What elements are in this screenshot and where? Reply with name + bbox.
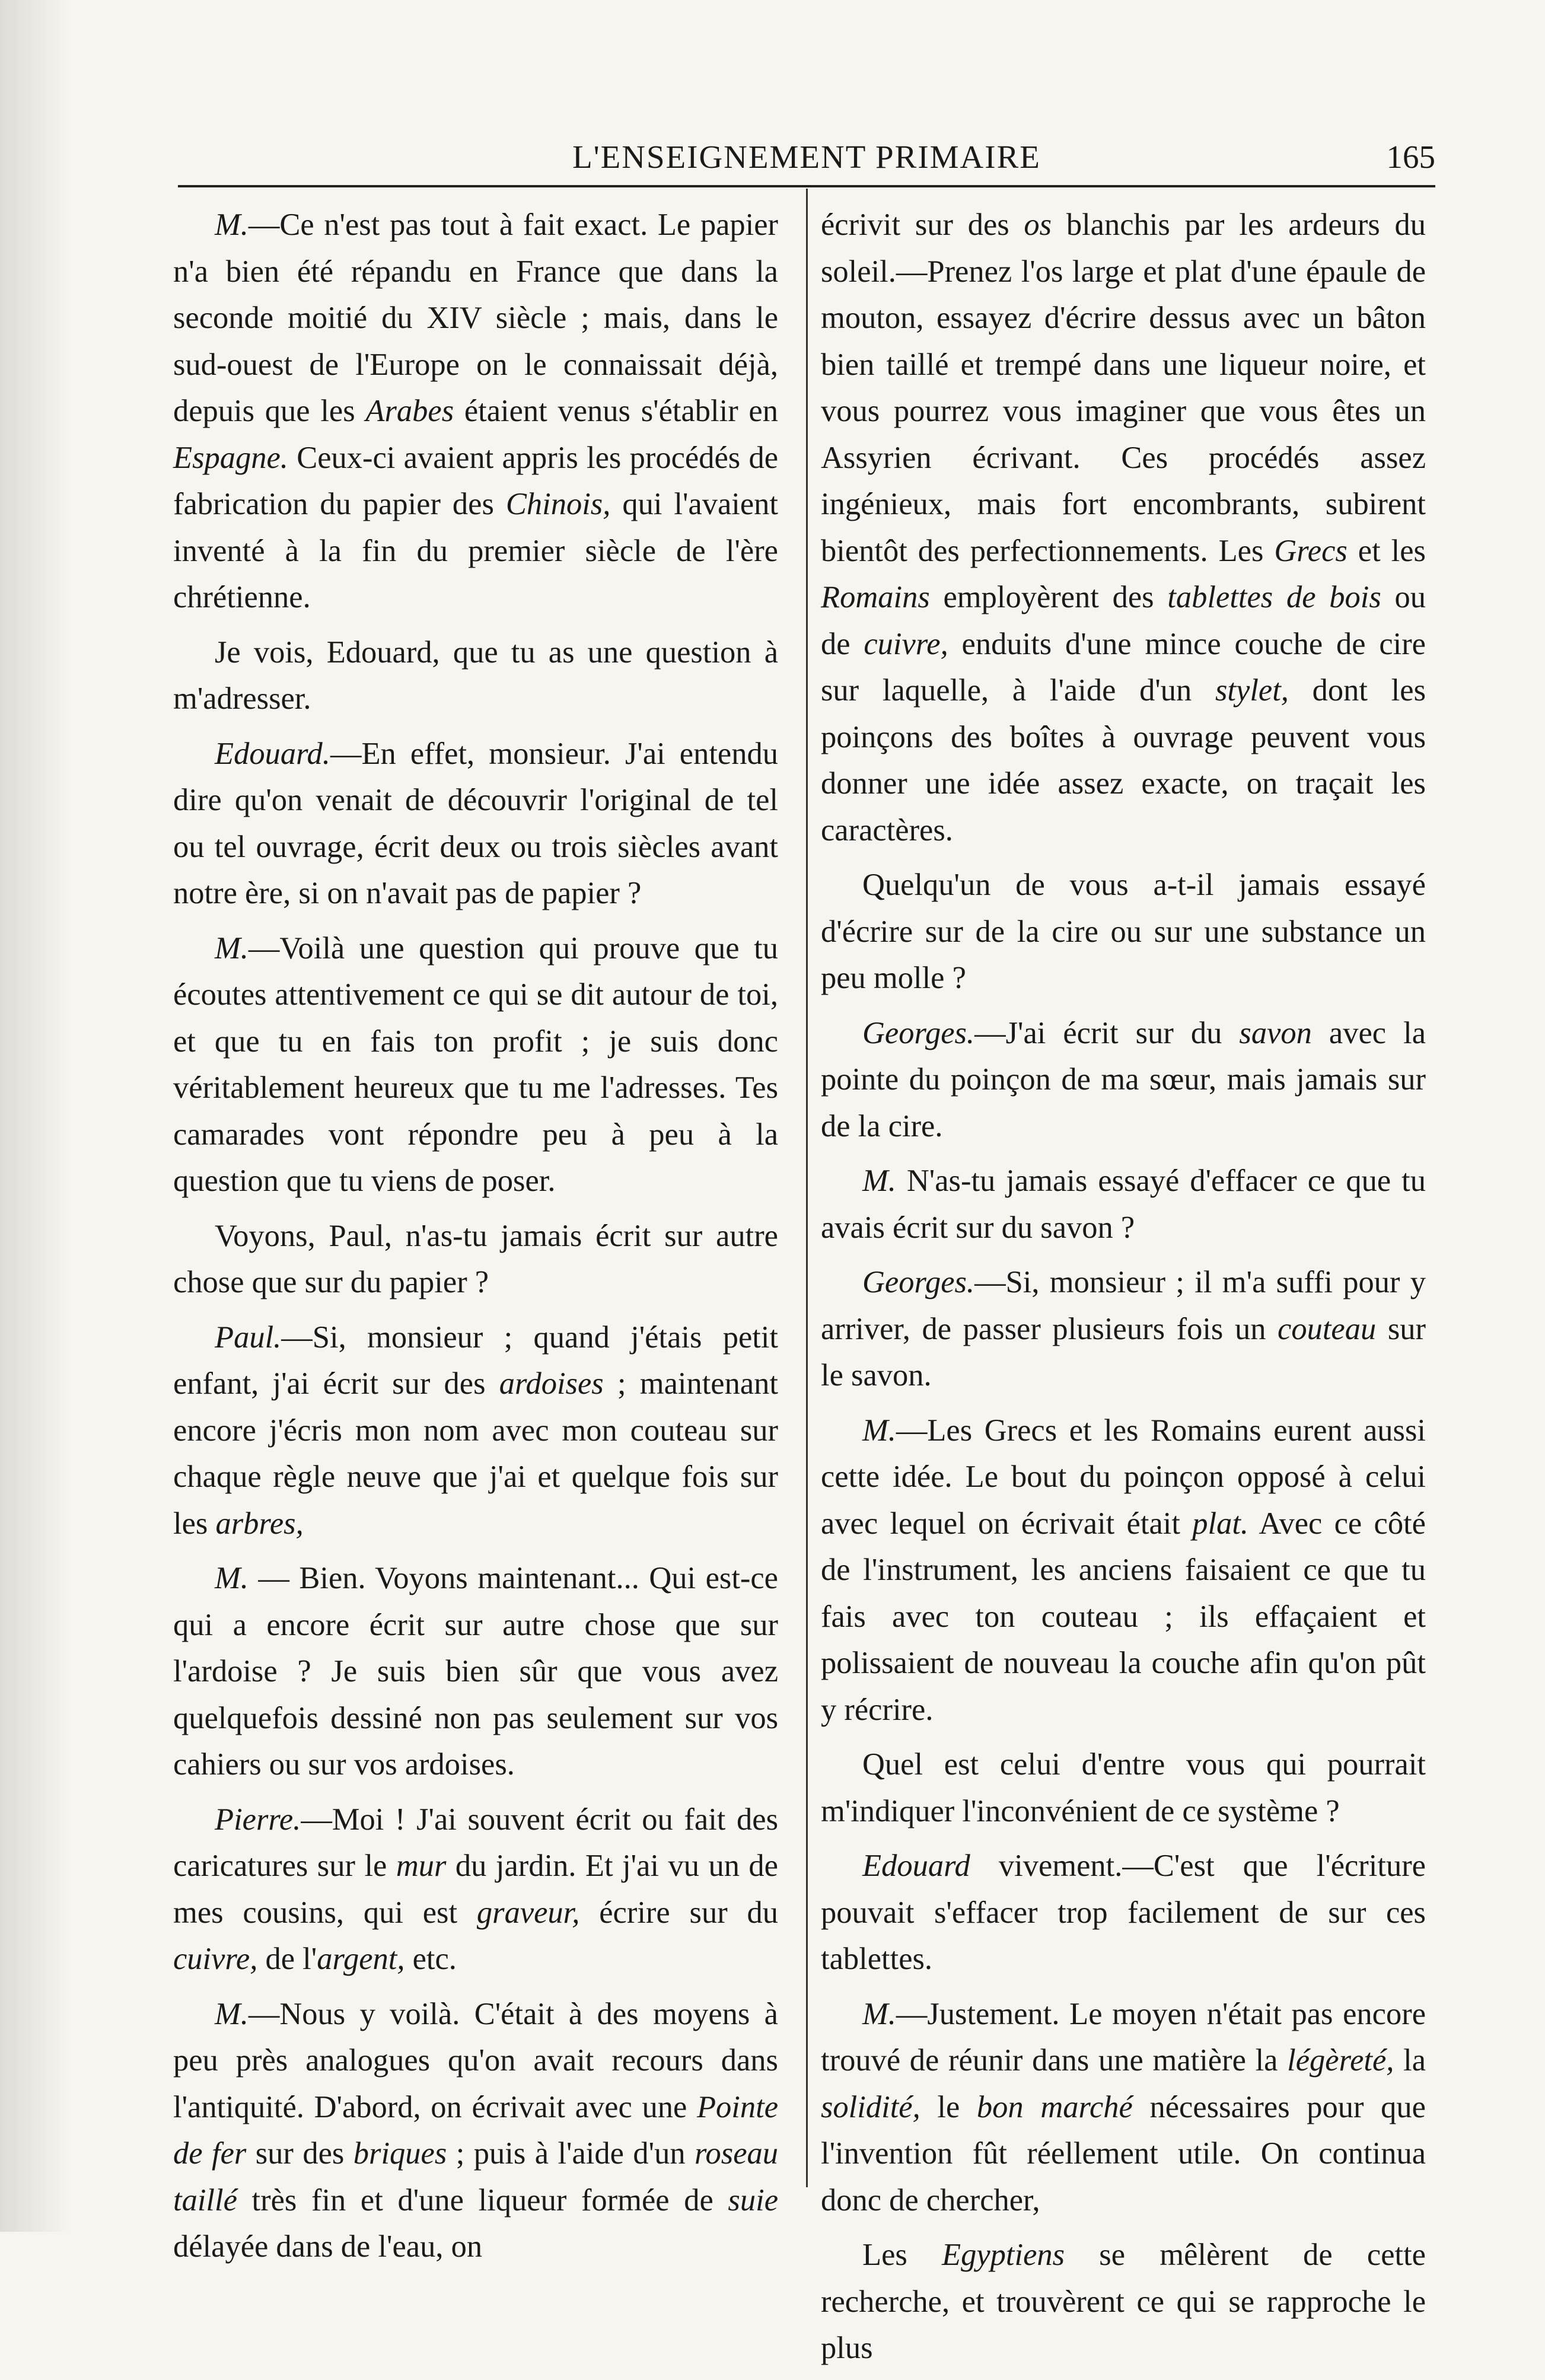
italic-run: Pierre. [215,1802,301,1837]
italic-run: roseau taillé [173,2136,778,2217]
italic-run: stylet, [1215,673,1289,708]
italic-run: M. [215,208,249,242]
italic-run: ardoises [499,1366,604,1401]
italic-run: M. [215,1561,249,1595]
paragraph [173,731,778,917]
text-run: Les [862,2238,942,2272]
text-run: de l' [257,1942,317,1976]
paragraph [173,1796,778,1983]
italic-run: plat. [1192,1506,1249,1541]
italic-run: solidité, [821,2089,920,2124]
italic-run: M. [215,931,249,966]
italic-run: graveur, [476,1895,580,1930]
text-run: dont les poinçons des boîtes à ouvrage peuvent vous donner une idée assez exacte, on traçait les caractères. [821,673,1426,848]
text-run: délayée dans de l'eau, on [173,2229,483,2264]
text-run: — Bien. Voyons maintenant... Qui est-ce qui a encore écrit sur autre chose que sur l'ardoise ? Je suis bien sûr que vous avez quelquefois dessiné non pas seulement sur vos cahiers ou sur vos ardoises. [173,1561,778,1782]
paragraph [821,1991,1426,2224]
italic-run: savon [1239,1015,1312,1050]
italic-run: os [1024,208,1052,242]
text-run: Ceux-ci avaient appris les procédés de fabrication du papier des [173,440,778,521]
italic-run: Edouard [862,1849,970,1883]
italic-run: tablettes de bois [1167,580,1381,614]
text-run: —Moi ! J'ai souvent écrit ou fait des caricatures sur le [173,1802,778,1883]
italic-run: légèreté, [1287,2043,1394,2078]
text-run: ; maintenant encore j'écris mon nom avec mon couteau sur chaque règle neuve que j'ai et quelque fois sur les [173,1366,778,1541]
text-run: ; puis à l'aide d'un [447,2136,695,2171]
text-run: écrire sur du [579,1895,779,1930]
text-run: ou de [821,580,1426,661]
page-header [178,132,1435,183]
text-run: le [920,2089,977,2124]
italic-run: Edouard. [215,736,330,771]
text-run: —Justement. Le moyen n'était pas encore trouvé de réunir dans une matière la [821,1996,1426,2078]
paragraph [821,1158,1426,1251]
text-run: —Ce n'est pas tout à fait exact. Le papier n'a bien été répandu en France que dans la seconde moitié du XIV siècle ; mais, dans le sud-ouest de l'Europe on le connaissait déjà, depuis que les [173,208,778,428]
paragraph [173,1555,778,1788]
paragraph [173,202,778,621]
paragraph [173,629,778,722]
column-divider [806,189,808,2187]
paragraph [821,1843,1426,1983]
text-run: —Si, monsieur ; quand j'étais petit enfant, j'ai écrit sur des [173,1320,778,1401]
italic-run: Grecs [1274,533,1348,568]
text-run: et les [1347,533,1426,568]
text-run: —Voilà une question qui prouve que tu écoutes attentivement ce qui se dit autour de toi, et que tu en fais ton profit ; je suis donc véritablement heureux que tu me l'adresses. Tes camarades vont répondre peu à peu à la question que tu viens de poser. [173,931,778,1198]
italic-run: Espagne. [173,440,288,475]
paragraph [821,862,1426,1002]
text-run: —Nous y voilà. C'était à des moyens à peu près analogues qu'on avait recours dans l'antiquité. D'abord, on écrivait avec une [173,1996,778,2124]
text-run: etc. [404,1942,457,1976]
italic-run: Romains [821,580,930,614]
text-run: Je vois, Edouard, que tu as une question à m'adresser. [173,635,778,716]
italic-run: cuivre, [864,626,948,661]
text-run: vivement.—C'est que l'écriture pouvait s'effacer trop facilement de sur ces tablettes. [821,1849,1426,1976]
paragraph [821,1407,1426,1734]
running-title: L'ENSEIGNEMENT PRIMAIRE [572,139,1041,175]
italic-run: argent, [317,1942,405,1976]
text-run: —J'ai écrit sur du [974,1015,1240,1050]
text-run: se mêlèrent de cette recherche, et trouvèrent ce qui se rapproche le plus [821,2238,1426,2365]
left-column [173,202,778,2279]
italic-run: Arabes [365,394,454,428]
italic-run: briques [353,2136,447,2171]
italic-run: Paul. [215,1320,282,1355]
text-run: sur le savon. [821,1311,1426,1393]
text-run: Voyons, Paul, n'as-tu jamais écrit sur autre chose que sur du papier ? [173,1218,778,1299]
italic-run: Georges. [862,1015,975,1050]
paragraph [173,1314,778,1547]
paragraph [821,202,1426,853]
text-run: N'as-tu jamais essayé d'effacer ce que tu avais écrit sur du savon ? [821,1164,1426,1245]
text-run: du jardin. Et j'ai vu un de mes cousins, qui est [173,1849,778,1930]
italic-run: couteau [1278,1311,1377,1346]
italic-run: Georges. [862,1265,975,1299]
text-run: sur des [246,2136,353,2171]
italic-run: M. [215,1996,249,2031]
text-run: blanchis par les ardeurs du soleil.—Prenez l'os large et plat d'une épaule de mouton, essayez d'écrire dessus avec un bâton bien taillé et trempé dans une liqueur noire, et vous pourrez vous imaginer que vous êtes un Assyrien écrivant. Ces procédés assez ingénieux, mais fort encombrants, subirent bientôt des perfectionnements. Les [821,208,1426,568]
paragraph [821,2232,1426,2372]
italic-run: Chinois, [505,487,611,521]
text-run: très fin et d'une liqueur formée de [237,2183,728,2217]
page-number: 165 [1386,139,1435,175]
text-run: employèrent des [929,580,1168,614]
text-run: Quel est celui d'entre vous qui pourrait m'indiquer l'inconvénient de ce système ? [821,1747,1426,1828]
paragraph [821,1259,1426,1399]
italic-run: M. [862,1164,896,1198]
text-run: la [1394,2043,1426,2078]
italic-run: Egyptiens [942,2238,1065,2272]
italic-run: suie [728,2183,778,2217]
text-run: —Les Grecs et les Romains eurent aussi cette idée. Le bout du poinçon opposé à celui avec lequel on écrivait était [821,1413,1426,1541]
text-run: Quelqu'un de vous a-t-il jamais essayé d'écrire sur de la cire ou sur une substance un peu molle ? [821,868,1426,995]
italic-run: Pointe de fer [173,2089,778,2171]
right-column [821,202,1426,2380]
paragraph [173,925,778,1205]
italic-run: cuivre, [173,1942,258,1976]
paragraph [173,1991,778,2270]
header-rule [178,185,1435,187]
italic-run: M. [862,1996,896,2031]
paragraph [173,1213,778,1306]
paragraph [821,1010,1426,1150]
paragraph [821,1741,1426,1834]
text-run: écrivit sur des [821,208,1024,242]
binding-shadow [0,0,71,2232]
italic-run: M. [862,1413,896,1448]
italic-run: mur [396,1849,447,1883]
text-run: étaient venus s'établir en [454,394,778,428]
text-run: enduits d'une mince couche de cire sur laquelle, à l'aide d'un [821,626,1426,708]
text-run: —En effet, monsieur. J'ai entendu dire qu'on venait de découvrir l'original de tel ou tel ouvrage, écrit deux ou trois siècles avant notre ère, si on n'avait pas de papier ? [173,736,778,910]
text-run: —Si, monsieur ; il m'a suffi pour y arriver, de passer plusieurs fois un [821,1265,1426,1346]
text-run: avec la pointe du poinçon de ma sœur, mais jamais sur de la cire. [821,1015,1426,1143]
text-run: nécessaires pour que l'invention fût réellement utile. On continua donc de chercher, [821,2089,1426,2217]
italic-run: bon marché [976,2089,1133,2124]
text-run: Avec ce côté de l'instrument, les anciens faisaient ce que tu fais avec ton couteau ; ils effaçaient et polissaient de nouveau la couche afin qu'on pût y récrire. [821,1506,1426,1727]
text-run: qui l'avaient inventé à la fin du premier siècle de l'ère chrétienne. [173,487,778,614]
italic-run: arbres, [215,1506,304,1541]
